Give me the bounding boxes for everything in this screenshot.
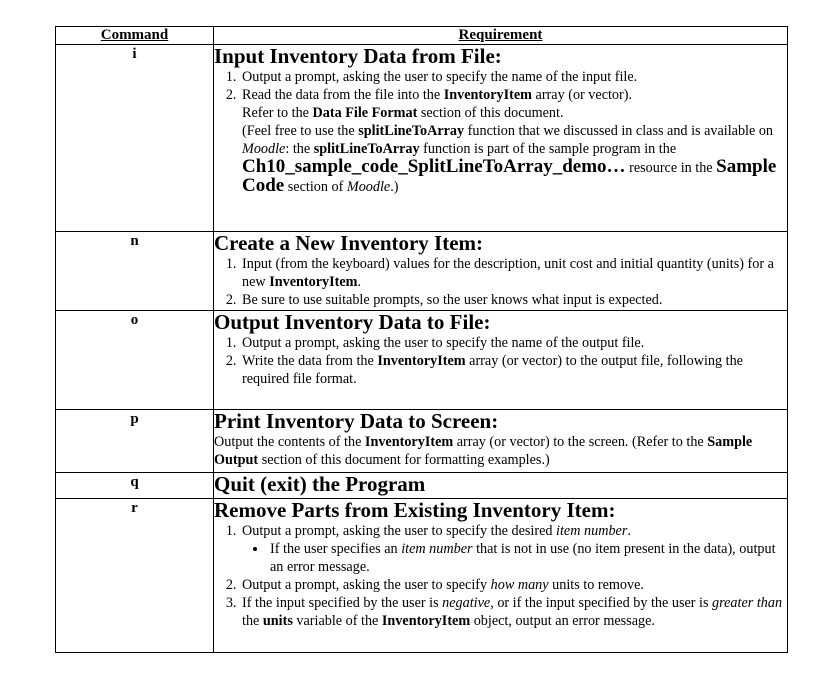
requirement-header: Requirement [214, 27, 788, 45]
list-item: 1. Output a prompt, asking the user to specify the name of the input file. [240, 68, 787, 86]
list-item: 2. Output a prompt, asking the user to specify how many units to remove. [240, 576, 787, 594]
list-item: 1. Output a prompt, asking the user to specify the desired item number. • If the user specifies an item number that is not in use (no item present in the data), output an error message. [240, 522, 787, 576]
list-item: • If the user specifies an item number that is not in use (no item present in the data), output an error message. [268, 540, 787, 576]
list-item: 2. Read the data from the file into the InventoryItem array (or vector). Refer to the Data File Format section of this document. (Feel free to use the splitLineToArray function that we discussed in class and is available on Moodle: the splitLineToArray function is part of the sample program in the Ch10_sample_code_SplitLineToArray_demo… resource in the Sample Code section of Moodle.) [240, 86, 787, 196]
sub-list [242, 540, 787, 576]
table-row [56, 311, 788, 410]
list-item: 2. Write the data from the InventoryItem array (or vector) to the output file, following the required file format. [240, 352, 787, 388]
requirement-list [214, 522, 787, 630]
command-cell: n [56, 232, 214, 311]
list-item: 3. If the input specified by the user is negative, or if the input specified by the user is greater than the units variable of the InventoryItem object, output an error message. [240, 594, 787, 630]
requirement-cell [214, 232, 788, 311]
requirement-title: Remove Parts from Existing Inventory Item: [214, 498, 616, 522]
requirement-cell [214, 499, 788, 653]
table-row [56, 410, 788, 473]
list-item: 1. Input (from the keyboard) values for the description, unit cost and initial quantity (units) for a new InventoryItem. [240, 255, 787, 291]
table-row [56, 232, 788, 311]
requirement-list [214, 334, 787, 388]
requirement-list [214, 68, 787, 196]
requirement-list [214, 255, 787, 309]
requirement-cell [214, 311, 788, 410]
list-item: 2. Be sure to use suitable prompts, so the user knows what input is expected. [240, 291, 787, 309]
table-row [56, 499, 788, 653]
table-row [56, 473, 788, 499]
requirement-text: Output the contents of the InventoryItem array (or vector) to the screen. (Refer to the Sample Output section of this document for formatting examples.) [214, 434, 753, 468]
requirement-title: Print Inventory Data to Screen: [214, 409, 499, 433]
requirement-title: Quit (exit) the Program [214, 472, 426, 496]
table-row [56, 45, 788, 232]
command-cell: r [56, 499, 214, 653]
list-item: 1. Output a prompt, asking the user to specify the name of the output file. [240, 334, 787, 352]
requirement-cell [214, 473, 788, 499]
command-header: Command [56, 27, 214, 45]
command-cell: i [56, 45, 214, 232]
requirement-title: Create a New Inventory Item: [214, 231, 484, 255]
command-table [55, 26, 788, 653]
requirement-cell [214, 410, 788, 473]
command-cell: p [56, 410, 214, 473]
requirement-cell [214, 45, 788, 232]
table-header-row [56, 27, 788, 45]
requirement-title: Output Inventory Data to File: [214, 310, 491, 334]
requirement-title: Input Inventory Data from File: [214, 44, 502, 68]
command-cell: q [56, 473, 214, 499]
command-cell: o [56, 311, 214, 410]
